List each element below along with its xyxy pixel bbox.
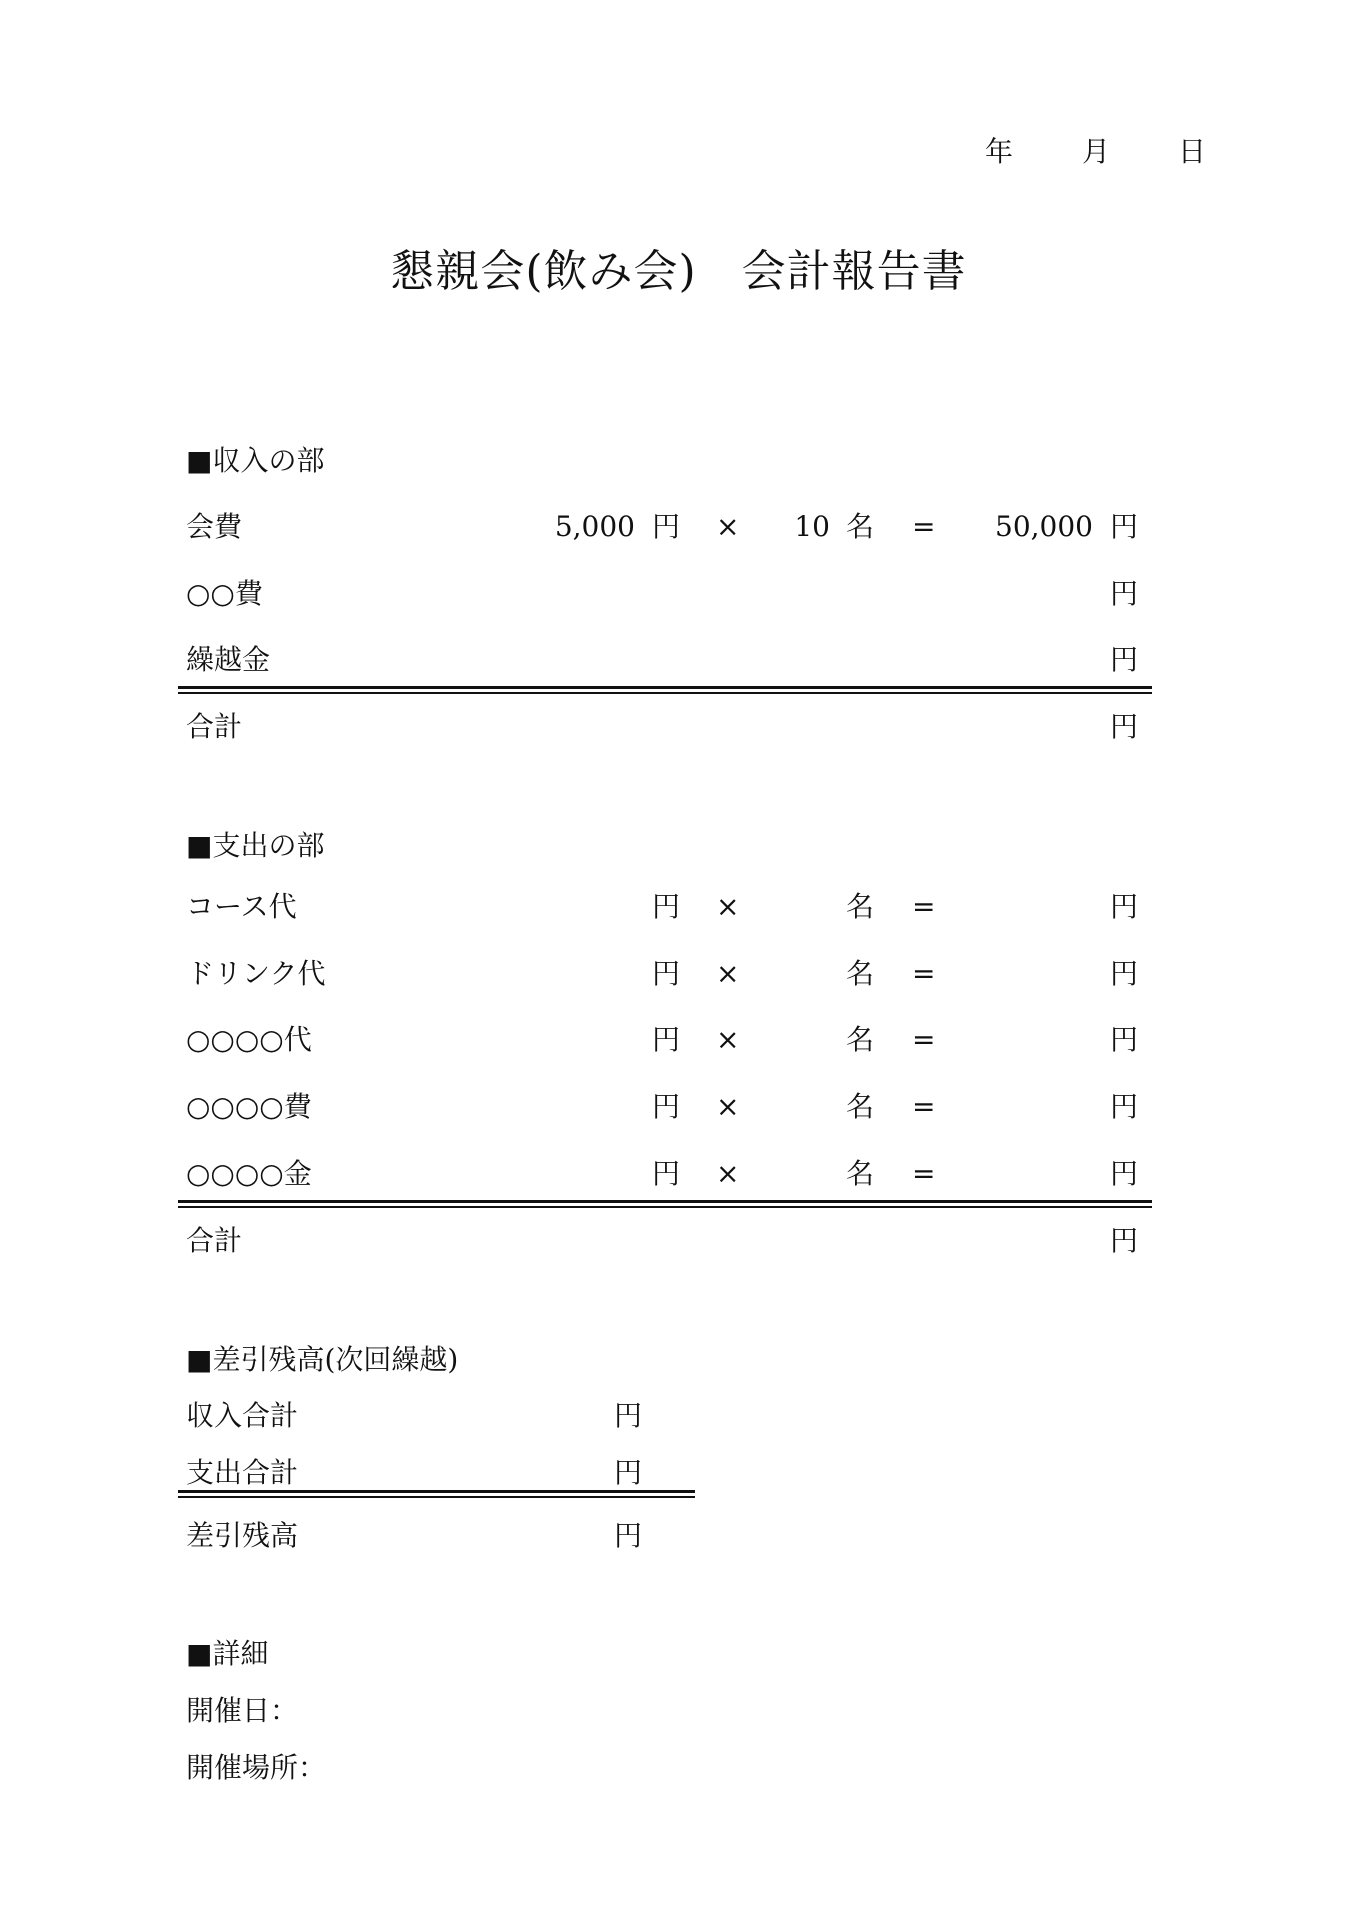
row-label: ○○○○費	[186, 1090, 312, 1123]
total-label: 合計	[186, 1224, 243, 1257]
expense-heading: ■支出の部	[186, 829, 325, 862]
yen-unit: 円	[1110, 1023, 1139, 1056]
double-rule	[178, 1200, 1152, 1208]
yen-unit: 円	[652, 1090, 681, 1123]
times-sign: ×	[716, 890, 740, 923]
equals-sign: =	[912, 890, 936, 923]
yen-unit: 円	[1110, 577, 1139, 610]
person-unit: 名	[846, 890, 875, 923]
row-label: ○○○○金	[186, 1157, 312, 1190]
row-label: 繰越金	[186, 643, 271, 676]
yen-unit: 円	[1110, 957, 1139, 990]
event-place-label: 開催場所：	[186, 1751, 327, 1784]
row-label: 会費	[186, 510, 243, 543]
person-unit: 名	[846, 957, 875, 990]
yen-unit: 円	[614, 1519, 643, 1552]
yen-unit: 円	[652, 1157, 681, 1190]
yen-unit: 円	[614, 1399, 643, 1432]
row-label: ドリンク代	[186, 957, 326, 990]
yen-unit: 円	[1110, 1224, 1139, 1257]
times-sign: ×	[716, 1090, 740, 1123]
double-rule	[178, 686, 1152, 694]
yen-unit: 円	[1110, 890, 1139, 923]
yen-unit: 円	[652, 957, 681, 990]
yen-unit: 円	[1110, 710, 1139, 743]
equals-sign: =	[912, 1157, 936, 1190]
row-label: ○○○○代	[186, 1023, 312, 1056]
times-sign: ×	[716, 510, 740, 543]
unit-price: 5,000	[554, 510, 635, 543]
day-label: 日	[1178, 135, 1207, 168]
row-amount: 50,000	[995, 510, 1093, 543]
row-label: コース代	[186, 890, 297, 923]
equals-sign: =	[912, 510, 936, 543]
yen-unit: 円	[614, 1456, 643, 1489]
balance-heading: ■差引残高(次回繰越)	[186, 1343, 459, 1376]
page-title: 懇親会(飲み会) 会計報告書	[390, 246, 967, 297]
times-sign: ×	[716, 1023, 740, 1056]
event-date-label: 開催日：	[186, 1694, 299, 1727]
person-unit: 名	[846, 1090, 875, 1123]
yen-unit: 円	[1110, 643, 1139, 676]
equals-sign: =	[912, 1023, 936, 1056]
person-count: 10	[794, 510, 830, 543]
times-sign: ×	[716, 1157, 740, 1190]
row-label: ○○費	[186, 577, 263, 610]
total-label: 差引残高	[186, 1519, 299, 1552]
income-heading: ■収入の部	[186, 444, 325, 477]
month-label: 月	[1082, 135, 1111, 168]
person-unit: 名	[846, 510, 875, 543]
double-rule	[178, 1490, 695, 1498]
yen-unit: 円	[1110, 1090, 1139, 1123]
yen-unit: 円	[1110, 510, 1139, 543]
row-label: 収入合計	[186, 1399, 299, 1432]
details-heading: ■詳細	[186, 1637, 269, 1670]
yen-unit: 円	[1110, 1157, 1139, 1190]
person-unit: 名	[846, 1157, 875, 1190]
yen-unit: 円	[652, 890, 681, 923]
equals-sign: =	[912, 1090, 936, 1123]
total-label: 合計	[186, 710, 243, 743]
person-unit: 名	[846, 1023, 875, 1056]
times-sign: ×	[716, 957, 740, 990]
yen-unit: 円	[652, 510, 681, 543]
year-label: 年	[985, 135, 1014, 168]
row-label: 支出合計	[186, 1456, 299, 1489]
equals-sign: =	[912, 957, 936, 990]
yen-unit: 円	[652, 1023, 681, 1056]
